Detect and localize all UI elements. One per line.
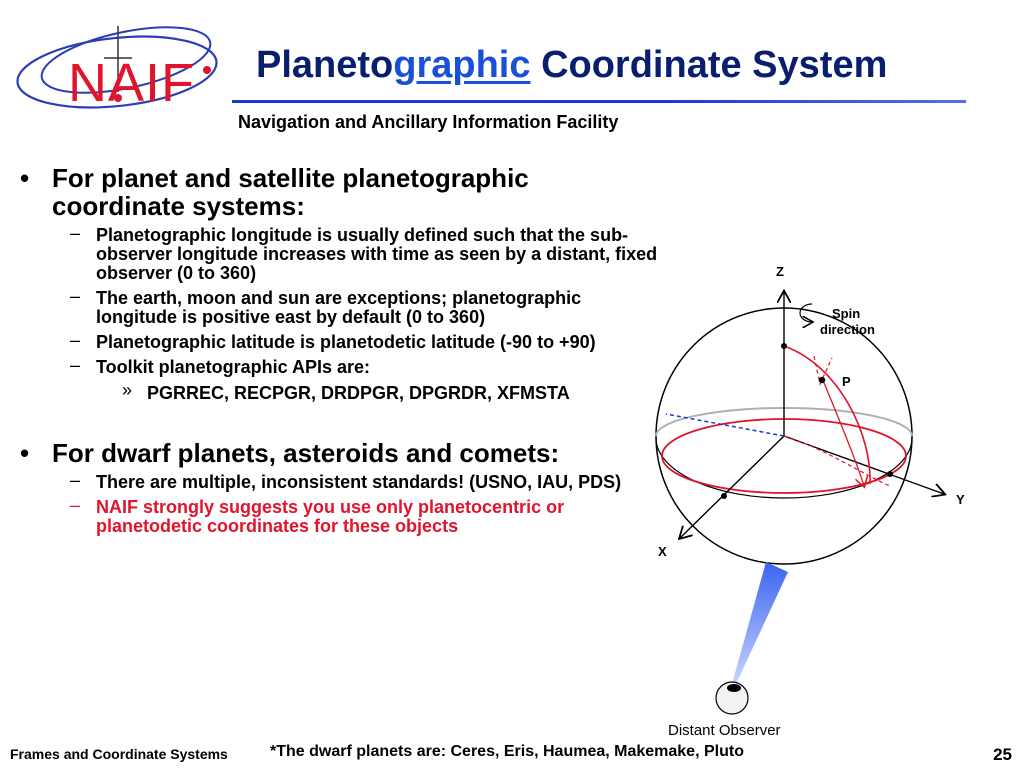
coordinate-diagram — [640, 256, 1000, 746]
dash-marker: – — [70, 286, 81, 306]
list-item: – Planetographic latitude is planetodetic latitude (-90 to +90) — [70, 330, 596, 352]
observer-cone — [732, 562, 788, 684]
y-axis-label: Y — [956, 492, 965, 507]
list-item-highlight: – NAIF strongly suggests you use only planetocentric or planetodetic coordinates for these objects — [70, 495, 565, 536]
dash-marker: – — [70, 470, 81, 490]
dash-marker: – — [70, 495, 81, 515]
list-item: – The earth, moon and sun are exceptions; planetographic longitude is positive east by default (0 to 360) — [70, 286, 582, 327]
dash-marker: – — [70, 330, 81, 350]
title-suffix: Coordinate System — [541, 44, 888, 86]
naif-logo — [14, 22, 234, 118]
page-number: 25 — [993, 745, 1012, 764]
list-item: – Planetographic longitude is usually defined such that the sub-observer longitude increases with time as seen by a distant, fixed observer (0 to 360) — [70, 223, 658, 283]
point-p-dot — [819, 377, 825, 383]
meridian-arc — [784, 346, 870, 484]
slide-content — [18, 164, 658, 536]
list-item: – Toolkit planetographic APIs are: — [70, 355, 371, 377]
spin-arrow-icon — [800, 304, 812, 322]
title-divider — [232, 100, 966, 103]
title-prefix: Planeto — [256, 44, 394, 86]
api-list: » PGRREC, RECPGR, DRDPGR, DPGRDR, XFMSTA — [122, 380, 570, 403]
subtitle: Navigation and Ancillary Information Facility — [238, 112, 619, 132]
prime-meridian-dashed — [666, 414, 784, 436]
bullet-dot: • — [20, 438, 30, 468]
spin-direction-label: direction — [820, 322, 875, 337]
page-title — [256, 44, 887, 87]
observer-label: Distant Observer — [668, 722, 781, 739]
equator-dot-left — [721, 493, 727, 499]
guillemet-marker: » — [122, 380, 133, 400]
footnote: *The dwarf planets are: Ceres, Eris, Haumea, Makemake, Pluto — [270, 743, 744, 760]
title-highlight: graphic — [393, 44, 531, 86]
point-p-label: P — [842, 374, 851, 389]
list-item: – There are multiple, inconsistent standards! (USNO, IAU, PDS) — [70, 470, 622, 492]
x-axis-label: X — [658, 544, 667, 559]
z-axis-label: Z — [776, 264, 784, 279]
dash-marker: – — [70, 223, 81, 243]
x-axis — [680, 436, 784, 538]
bullet-dot: • — [20, 163, 30, 193]
section-heading: • For planet and satellite planetographic coordinate systems: — [20, 163, 529, 221]
longitude-projection — [784, 436, 890, 486]
dash-marker: – — [70, 355, 81, 375]
footer-title: Frames and Coordinate Systems — [10, 746, 228, 762]
logo-text: NAIF — [68, 53, 196, 113]
north-pole-dot — [781, 343, 787, 349]
spin-label: Spin — [832, 306, 861, 321]
equator-dot-right — [887, 471, 893, 477]
section-heading: • For dwarf planets, asteroids and comets: — [20, 438, 560, 468]
